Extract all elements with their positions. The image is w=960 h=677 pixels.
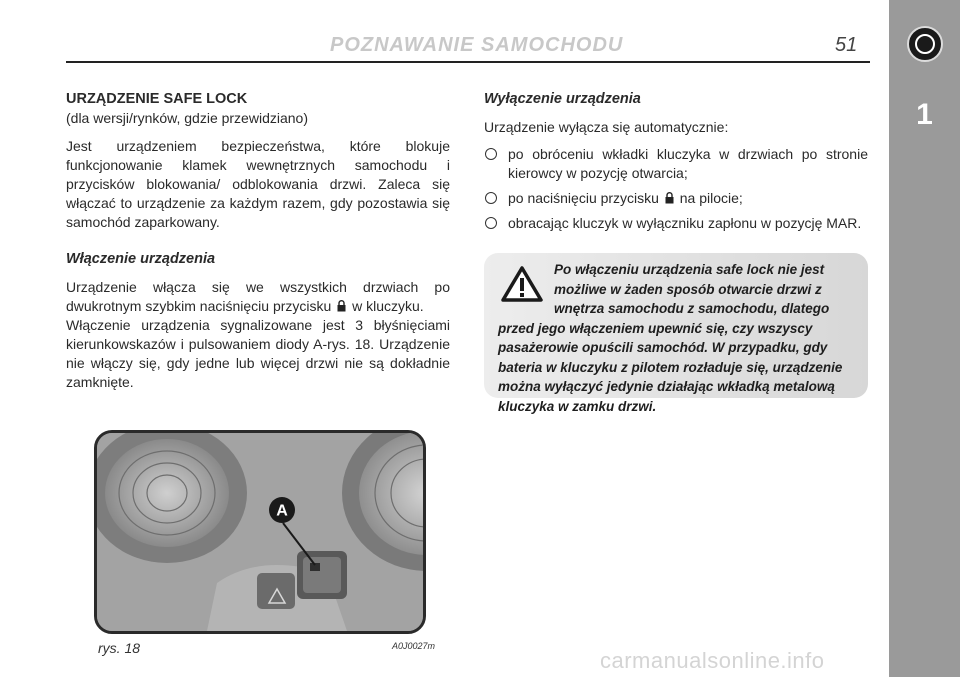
safe-lock-subheading: (dla wersji/rynków, gdzie przewidziano) bbox=[66, 110, 308, 126]
safe-lock-intro: Jest urządzeniem bezpieczeństwa, które blokuje funkcjonowanie klamek wewnętrznych samochodu i przycisków blokowania/ odblokowania drzwi. Zaleca się włączać to urządzenie za każdym razem, gdy pozostawia się samochód zaparkowany. bbox=[66, 138, 450, 230]
warning-text-block bbox=[498, 260, 854, 416]
figure-code: A0J0027m bbox=[392, 641, 436, 651]
disable-heading: Wyłączenie urządzenia bbox=[484, 91, 641, 107]
disable-list bbox=[484, 145, 868, 233]
safe-lock-heading: URZĄDZENIE SAFE LOCK bbox=[66, 91, 248, 107]
figure-frame bbox=[94, 430, 426, 634]
header-rule bbox=[66, 61, 870, 63]
enable-p1-tail: w kluczyku. bbox=[352, 298, 424, 314]
left-column bbox=[66, 90, 450, 392]
chapter-number: 1 bbox=[916, 98, 933, 131]
right-column bbox=[484, 90, 868, 239]
lock-icon bbox=[337, 300, 346, 312]
list-item: obracając kluczyk w wyłączniku zapłonu w pozycję MAR. bbox=[484, 214, 868, 233]
page-number: 51 bbox=[835, 34, 858, 56]
bullet-ring-icon bbox=[485, 148, 497, 160]
enable-paragraph-1 bbox=[66, 278, 450, 316]
section-title: POZNAWANIE SAMOCHODU bbox=[330, 34, 624, 56]
list-item: po obróceniu wkładki kluczyka w drzwiach po stronie kierowcy w pozycję otwarcia; bbox=[484, 145, 868, 183]
list-item: po naciśnięciu przycisku na pilocie; bbox=[484, 189, 868, 208]
bullet-ring-icon bbox=[485, 192, 497, 204]
enable-paragraph-2: Włączenie urządzenia sygnalizowane jest 3 błyśnięciami kierunkowskazów i pulsowaniem diody A-rys. 18. Urządzenie nie włączy się, gdy jedne lub więcej drzwi nie są dokładnie zamknięte. bbox=[66, 317, 450, 390]
watermark: carmanualsonline.info bbox=[600, 648, 825, 673]
disable-intro: Urządzenie wyłącza się automatycznie: bbox=[484, 119, 729, 135]
bullet-ring-icon bbox=[485, 217, 497, 229]
callout-a-marker bbox=[267, 495, 297, 525]
callout-label: A bbox=[276, 502, 288, 520]
enable-heading: Włączenie urządzenia bbox=[66, 251, 216, 267]
enable-p1-text: Urządzenie włącza się we wszystkich drzwiach po dwukrotnym szybkim naciśnięciu przycisku bbox=[66, 279, 450, 314]
dashboard-illustration bbox=[97, 433, 423, 631]
warning-box bbox=[484, 253, 868, 414]
warning-text: Po włączeniu urządzenia safe lock nie jest możliwe w żaden sposób otwarcie drzwi z wnętrza samochodu z samochodu, dlatego przed jego włączeniem upewnić się, czy wszyscy pasażerowie opuścili samochód. W przypadku, gdy bateria w kluczyku z pilotem rozładuje się, urządzenie można wyłączyć jedynie działając wkładką metalową kluczyka w zamku drzwi. bbox=[498, 262, 843, 414]
figure-caption: rys. 18 bbox=[98, 640, 141, 656]
lock-icon bbox=[665, 192, 674, 204]
alfa-romeo-logo-icon bbox=[907, 26, 943, 62]
